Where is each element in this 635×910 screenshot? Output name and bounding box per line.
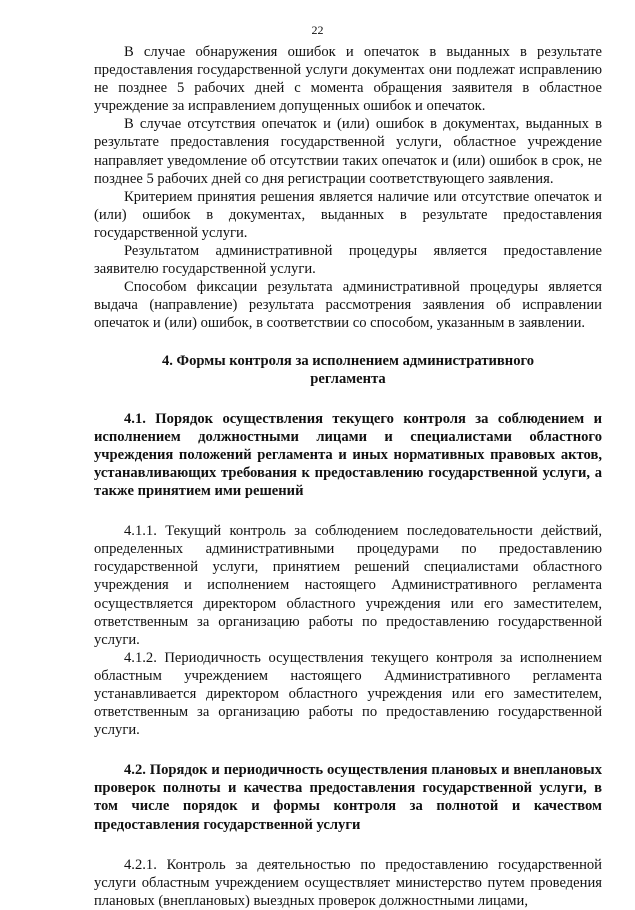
page-number: 22 (311, 23, 324, 37)
section-4-title: 4. Формы контроля за исполнением административного регламента (161, 352, 535, 387)
subsection-4-2-title: 4.2. Порядок и периодичность осуществления плановых и внеплановых проверок полноты и качества предоставления государственной услуги, в том числе порядок и формы контроля за полнотой и качеством предоставления государственной услуги (94, 762, 602, 833)
paragraph-errors-found: В случае обнаружения ошибок и опечаток в выданных в результате предоставления государственной услуги документах они подлежат исправлению не позднее 5 рабочих дней с момента обращения заявителя в областное учреждение за исправлением допущенных ошибок и опечаток. (94, 44, 602, 115)
paragraph-result-fixation: Способом фиксации результата административной процедуры является выдача (направление) результата рассмотрения заявления об исправлении опечаток и (или) ошибок, в соответствии со способом, указанным в заявлении. (94, 279, 602, 332)
paragraph-procedure-result: Результатом административной процедуры является предоставление заявителю государственной услуги. (94, 243, 602, 278)
paragraph-4-2-1: 4.2.1. Контроль за деятельностью по предоставлению государственной услуги областным учреждением осуществляет министерство путем проведения плановых (внеплановых) выездных проверок должностными лицами, (94, 856, 602, 909)
subsection-4-1-title: 4.1. Порядок осуществления текущего контроля за соблюдением и исполнением должностными лицами и специалистами областного учреждения положений регламента и иных нормативных правовых актов, устанавливающих требования к предоставлению государственной услуги, а также принятием ими решений (94, 410, 602, 500)
paragraph-4-1-1: 4.1.1. Текущий контроль за соблюдением последовательности действий, определенных административными процедурами по предоставлению государственной услуги, принятием решений специалистами областного учреждения и исполнением настоящего Административного регламента осуществляется директором областного учреждения или его заместителем, ответственным за организацию работы по предоставлению государственной услуги. (94, 523, 602, 648)
document-body (94, 43, 602, 910)
paragraph-no-errors: В случае отсутствия опечаток и (или) ошибок в документах, выданных в результате предоставления государственной услуги, областное учреждение направляет уведомление об отсутствии таких опечаток и (или) ошибок в срок, не позднее 5 рабочих дней со дня регистрации соответствующего заявления. (94, 116, 602, 187)
paragraph-4-1-2: 4.1.2. Периодичность осуществления текущего контроля за исполнением областным учреждением настоящего Административного регламента устанавливается директором областного учреждения или его заместителем, ответственным за организацию работы по предоставлению государственной услуги. (94, 649, 602, 739)
paragraph-decision-criterion: Критерием принятия решения является наличие или отсутствие опечаток и (или) ошибок в документах, выданных в результате предоставления государственной услуги. (94, 188, 602, 241)
